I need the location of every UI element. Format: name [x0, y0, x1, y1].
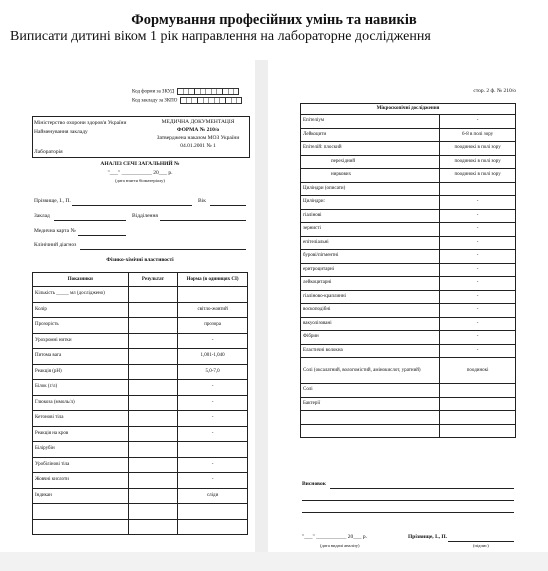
table-row [301, 290, 516, 304]
table-row [301, 331, 516, 345]
result-cell [128, 411, 178, 427]
table-row [301, 397, 516, 411]
norm-cell: - [440, 209, 516, 223]
indicator-cell: Індикан [33, 488, 129, 504]
approved-by: Затверджена наказом МОЗ України [156, 135, 240, 141]
norm-cell: - [440, 290, 516, 304]
med-card-label: Медична карта № [34, 228, 76, 234]
table-row [301, 196, 516, 210]
page-divider [255, 60, 268, 555]
indicator-cell: Циліндри (описати) [301, 182, 440, 196]
lab-label: Лабораторія [34, 149, 63, 155]
norm-cell [440, 411, 516, 425]
norm-cell: - [178, 473, 248, 489]
result-cell [128, 426, 178, 442]
table-row [33, 504, 248, 520]
table-row [301, 209, 516, 223]
column-header: Результат [128, 273, 178, 287]
sample-date-caption: (дата взяття біоматеріалу) [115, 178, 165, 183]
result-cell [128, 302, 178, 318]
code-zkpo-label: Код закладу за ЗКПО [132, 98, 178, 104]
indicator-cell: еритроцитарні [301, 263, 440, 277]
norm-cell: поодинокі в полі зору [440, 169, 516, 183]
signature-line [448, 541, 514, 542]
section-title: Фізико-хімічні властивості [106, 257, 174, 263]
table-row [33, 473, 248, 489]
table-row [301, 317, 516, 331]
table-row [301, 128, 516, 142]
conclusion-line [302, 512, 514, 513]
issue-date: "___" ___________ 20___ р. [302, 534, 367, 540]
result-cell [128, 364, 178, 380]
indicator-cell: Епітеліум [301, 115, 440, 129]
table-row [33, 333, 248, 349]
table-row [301, 411, 516, 425]
table-row [33, 519, 248, 535]
norm-cell: - [178, 457, 248, 473]
indicator-cell: Кількість _____ мл (досліджено) [33, 287, 129, 303]
norm-cell [178, 519, 248, 535]
indicator-cell: Урохромні нитки [33, 333, 129, 349]
indicator-cell: зернисті [301, 223, 440, 237]
sample-date: "___" ___________ 20___ р. [107, 170, 173, 176]
norm-cell: - [178, 395, 248, 411]
table-row [301, 223, 516, 237]
table-row [33, 287, 248, 303]
indicator-cell: Лейкоцити [301, 128, 440, 142]
table-row [33, 411, 248, 427]
institution-label: Найменування закладу [34, 129, 88, 135]
bottom-band [0, 552, 548, 571]
table-row [33, 426, 248, 442]
table-row [33, 380, 248, 396]
facility-label: Заклад [34, 213, 50, 219]
table-row [33, 302, 248, 318]
norm-cell [178, 442, 248, 458]
result-cell [128, 442, 178, 458]
norm-cell: - [440, 115, 516, 129]
indicator-cell: гіаліново-краплинні [301, 290, 440, 304]
doc-type: МЕДИЧНА ДОКУМЕНТАЦІЯ [161, 119, 235, 125]
pib-line [72, 205, 192, 206]
table-row [301, 384, 516, 398]
result-cell [128, 349, 178, 365]
facility-line [54, 220, 126, 221]
indicator-cell [33, 519, 129, 535]
issue-date-caption: (дата видачі аналізу) [320, 543, 360, 548]
norm-cell: - [178, 380, 248, 396]
result-cell [128, 473, 178, 489]
table-row [33, 442, 248, 458]
indicator-cell: Реакція на кров [33, 426, 129, 442]
norm-cell: - [178, 411, 248, 427]
page-label: стор. 2 ф. № 210/о [473, 88, 516, 94]
med-card-line [78, 235, 126, 236]
indicator-cell [301, 424, 440, 438]
indicator-cell: Циліндри: [301, 196, 440, 210]
norm-cell [178, 504, 248, 520]
age-label: Вік [198, 198, 206, 204]
indicator-cell: перехідний [301, 155, 440, 169]
norm-cell: - [440, 317, 516, 331]
indicator-cell: бурові/пігментні [301, 250, 440, 264]
norm-cell: 6-8 в полі зору [440, 128, 516, 142]
ministry-label: Міністерство охорони здоров'я України [34, 120, 127, 126]
norm-cell: 1,001-1,040 [178, 349, 248, 365]
diagnosis-line [80, 249, 246, 250]
norm-cell: 5,0-7,0 [178, 364, 248, 380]
microscopy-header: Мікроскопічні дослідження [301, 104, 516, 115]
result-cell [128, 504, 178, 520]
table-row [33, 349, 248, 365]
conclusion-line [330, 488, 514, 489]
diagnosis-label: Клінічний діагноз [34, 242, 77, 248]
column-header: Показники [33, 273, 129, 287]
result-cell [128, 287, 178, 303]
norm-cell: - [440, 250, 516, 264]
norm-cell: - [440, 196, 516, 210]
indicator-cell: Солі (оксалатний, вологомістий, амінокислот, уратний) [301, 358, 440, 384]
norm-cell [440, 397, 516, 411]
indicator-cell: Глюкоза (ммоль/л) [33, 395, 129, 411]
table-row [301, 304, 516, 318]
indicator-cell [301, 411, 440, 425]
table-row [301, 358, 516, 384]
norm-cell: світло-жовтий [178, 302, 248, 318]
norm-cell: прозора [178, 318, 248, 334]
indicator-cell: Білірубін [33, 442, 129, 458]
result-cell [128, 457, 178, 473]
code-zkud-label: Код форми за ЗКУД [132, 89, 175, 95]
table-row [301, 169, 516, 183]
norm-cell: - [440, 223, 516, 237]
department-line [160, 220, 246, 221]
norm-cell: - [178, 333, 248, 349]
table-row [301, 236, 516, 250]
norm-cell: - [178, 426, 248, 442]
table-header-row [301, 104, 516, 115]
result-cell [128, 318, 178, 334]
norm-cell: - [440, 344, 516, 358]
indicator-cell: Еластичні волокна [301, 344, 440, 358]
indicator-cell: Реакція (pH) [33, 364, 129, 380]
indicator-cell: Прозорість [33, 318, 129, 334]
indicator-cell: воскоподібні [301, 304, 440, 318]
norm-cell: сліди [178, 488, 248, 504]
indicator-cell: Фібрин [301, 331, 440, 345]
indicator-cell: ниркових [301, 169, 440, 183]
indicator-cell: епітеліальні [301, 236, 440, 250]
table-row [33, 488, 248, 504]
form-front [30, 82, 250, 552]
table-row [33, 395, 248, 411]
indicator-cell: Колір [33, 302, 129, 318]
norm-cell [440, 384, 516, 398]
table-row [33, 457, 248, 473]
page-title: Формування професійних умінь та навиків [131, 12, 417, 28]
indicator-cell: вакуолізовані [301, 317, 440, 331]
department-label: Відділення [132, 213, 158, 219]
norm-cell: поодинокі в полі зору [440, 142, 516, 156]
result-cell [128, 395, 178, 411]
table-row [301, 344, 516, 358]
indicator-cell: Уробілінові тіла [33, 457, 129, 473]
result-cell [128, 333, 178, 349]
form-number: ФОРМА № 210/о [176, 127, 220, 133]
table-row [301, 115, 516, 129]
back-pib-label: Прізвище, І., П. [408, 534, 447, 540]
norm-cell: - [440, 331, 516, 345]
conclusion-line [302, 500, 514, 501]
norm-cell: - [440, 263, 516, 277]
column-header: Норма (в одиницях СІ) [178, 273, 248, 287]
result-cell [128, 519, 178, 535]
norm-cell [440, 182, 516, 196]
conclusion-label: Висновок [302, 481, 326, 487]
signature-caption: (підпис) [473, 543, 489, 548]
indicator-cell: Кетонові тіла [33, 411, 129, 427]
indicator-cell: Епітелій: плоский [301, 142, 440, 156]
analysis-title: АНАЛІЗ СЕЧІ ЗАГАЛЬНИЙ № [100, 161, 180, 167]
norm-cell [178, 287, 248, 303]
indicator-cell: гіалінові [301, 209, 440, 223]
pib-label: Прізвище, І., П. [34, 198, 71, 204]
indicator-cell: Жовчні кислоти [33, 473, 129, 489]
table-row [33, 364, 248, 380]
norm-cell: поодинокі в полі зору [440, 155, 516, 169]
table-row [33, 318, 248, 334]
indicator-cell: Питома вага [33, 349, 129, 365]
table-row [301, 263, 516, 277]
task-text: Виписати дитині віком 1 рік направлення на лабораторне дослідження [10, 29, 431, 44]
indicator-cell: лейкоцитарні [301, 277, 440, 291]
norm-cell: поодинокі [440, 358, 516, 384]
indicator-cell: Солі [301, 384, 440, 398]
table-row [301, 424, 516, 438]
table-row [301, 182, 516, 196]
indicator-cell: Бактерії [301, 397, 440, 411]
code-zkpo-cells [180, 97, 242, 104]
indicator-cell: Білок (г/л) [33, 380, 129, 396]
result-cell [128, 380, 178, 396]
table-header-row [33, 273, 248, 287]
table-row [301, 142, 516, 156]
norm-cell [440, 424, 516, 438]
age-line [210, 205, 246, 206]
table-row [301, 250, 516, 264]
form-codes [132, 88, 242, 105]
norm-cell: - [440, 277, 516, 291]
table-row [301, 277, 516, 291]
code-zkud-cells [177, 88, 239, 95]
norm-cell: - [440, 304, 516, 318]
indicator-cell [33, 504, 129, 520]
table-row [301, 155, 516, 169]
form-back [298, 82, 518, 552]
result-cell [128, 488, 178, 504]
norm-cell: - [440, 236, 516, 250]
physchem-table [32, 272, 248, 535]
microscopy-table [300, 103, 516, 438]
approved-date: 04.01.2001 № 1 [180, 143, 216, 149]
